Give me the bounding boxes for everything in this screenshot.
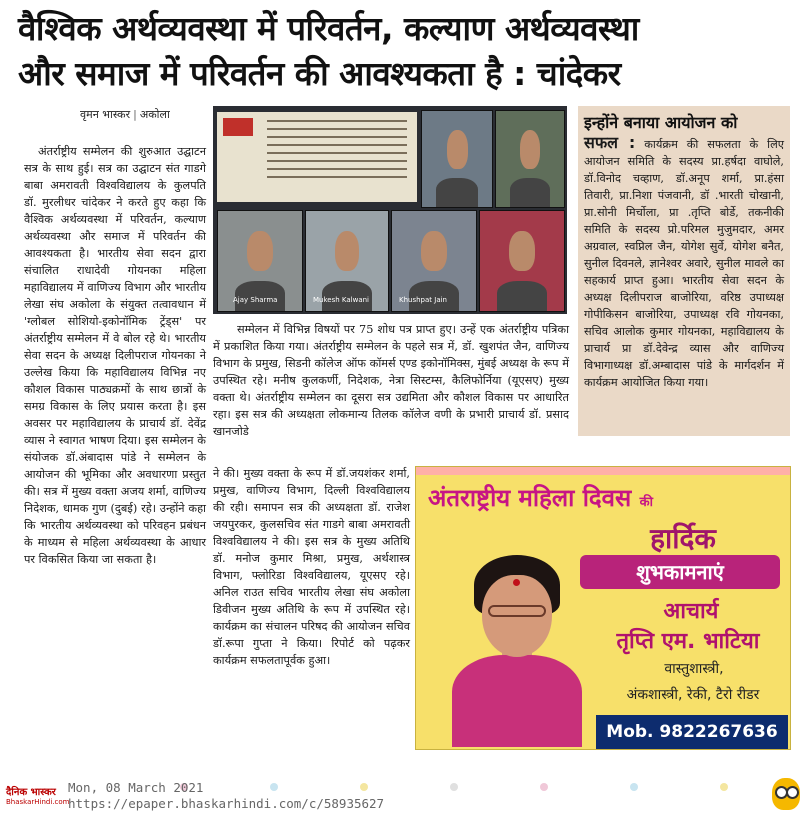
dateline-city: अकोला (139, 108, 170, 121)
sidebar-heading: इन्होंने बनाया आयोजन को (584, 113, 738, 132)
sidebar-text: कार्यक्रम की सफलता के लिए आयोजन समिति के सदस्य प्रा.हर्षदा वाघोले, डॉ.विनोद चव्हाण, डॉ.अनूप शर्मा, प्रा.हंसा तिवारी, प्रा.निशा पंजवानी, डॉ .भारती चोखानी, प्रा.सोनी मिर्चोला, प्रा .तृप्ति बोर्डे, तकनीकी समिति के सदस्य प्रो.परिमल मुजुमदार, अमर अग्रवाल, स्वप्निल जैन, योगेश सुर्वे, योगेश बनैत, सुनील दिवनले, ज्ञानेश्वर अवारे, सुनील मावले का सहकार्य प्राप्त हुआ। भारतीय सेवा सदन के अध्यक्ष दिलीपराज बाजोरिया, वरिष्ठ उपाध्यक्ष गोपीकिसन बाजोरिया, उपाध्यक्ष रवि गोयनका, सचिव आलोक कुमार गोयनका, महाविद्यालय के प्राचार्य प्रा डॉ.देवेन्द्र व्यास और वाणिज्य विभागाध्यक्ष डॉ.अम्बादास पांडे के मार्गदर्शन में कार्यक्रम आयोजित किया गया। (584, 138, 784, 389)
participant-tile (479, 210, 565, 312)
ad-hardik: हार्दिक (650, 522, 716, 555)
article-column-1 (24, 143, 206, 568)
ad-shubhkamnaye: शुभकामनाएं (580, 555, 780, 589)
headline-line-1: वैश्विक अर्थव्यवस्था में परिवर्तन, कल्याण अर्थव्यवस्था (18, 9, 639, 48)
organisers-sidebar (578, 106, 790, 436)
advertiser-portrait (452, 555, 582, 747)
participant-tile (495, 110, 565, 208)
edition-date: Mon, 08 March 2021 (68, 780, 204, 795)
article-column-2 (213, 321, 569, 440)
footer-meta (68, 780, 384, 812)
article-text-2: सम्मेलन में विभिन्न विषयों पर 75 शोध पत्र प्राप्त हुए। उन्हें एक अंतर्राष्ट्रीय पत्रिका में प्रकाशित किया गया। अंतर्राष्ट्रीय सम्मेलन के पहले सत्र में, डॉ. खुशपंत जैन, वाणिज्य विभाग के प्रमुख, सिडनी कॉलेज ऑफ कॉमर्स एण्ड इकोनॉमिक्स, मुंबई अध्यक्ष के रूप में उपस्थित रहे। मनीष कुलकर्णी, निदेशक, नेत्रा सिस्टम्स, कैलिफोर्निया (यूएसए) मुख्य वक्ता थे। अंतर्राष्ट्रीय सम्मेलन का दूसरा सत्र उद्यमिता और कौशल विकास पर आधारित रहा। इस सत्र की अध्यक्षता लोकमान्य तिलक कॉलेज वणी के प्रभारी प्राचार्य डॉ. प्रसाद खानजोडे (213, 323, 569, 438)
photo-caption-2: Mukesh Kalwani (313, 296, 369, 304)
article-text-1: अंतर्राष्ट्रीय सम्मेलन की शुरुआत उद्घाटन सत्र के साथ हुई। सत्र का उद्घाटन संत गाडगे बाबा अमरावती विश्वविद्यालय के कुलपति डॉ. मुरलीधर चांदेकर ने करते हुए कहा कि वैश्विक अर्थव्यवस्था में परिवर्तन, कल्याण अर्थव्यवस्था और समाज में परिवर्तन की आवश्यकता है। भारतीय सेवा सदन द्वारा संचालित राधादेवी गोयनका महिला महाविद्यालय में वाणिज्य विभाग और भारतीय लेखा संघ अकोला के संयुक्त तत्वावधान में 'ग्लोबल सोशियो-इकोनॉमिक ट्रेंड्स' पर अंतर्राष्ट्रीय सम्मेलन में वे बोल रहे थे। भारतीय सेवा सदन के अध्यक्ष दिलीपराज गोयनका ने उल्लेख किया कि महाविद्यालय विभिन्न नए कौशल विकास पाठ्यक्रमों के साथ छात्रों के समग्र विकास के लिए प्रयास करता है। इस अवसर पर महाविद्यालय के प्राचार्य डॉ. देवेंद्र व्यास ने स्वागत भाषण दिया। इस सम्मेलन के संयोजक डॉ.अंबादास पांडे ने सम्मेलन के आयोजन की भूमिका और अवधारणा प्रस्तुत की। सत्र में मुख्य वक्ता अजय शर्मा, वाणिज्य निदेशक, धामक गुण (दुबई) रहे। उन्होंने कहा कि भारतीय अर्थव्यवस्था को परिवहन प्रबंधन के माध्यम से महिला अर्थव्यवस्था के आधार पर विकसित किया जा सकता है। (24, 145, 206, 566)
sidebar-lead: सफल : (584, 133, 636, 152)
conference-photo (213, 106, 567, 314)
headline (18, 6, 793, 96)
ad-title-text: अंतराष्ट्रीय महिला दिवस (428, 484, 632, 512)
sidebar-text-block (584, 134, 784, 391)
womens-day-advertisement (415, 466, 791, 750)
photo-banner (217, 112, 417, 202)
reporter-name: वृमन भास्कर (80, 108, 131, 121)
footer (0, 772, 807, 815)
logo-text: दैनिक भास्कर (6, 787, 56, 798)
ad-name-title: आचार्य (663, 599, 719, 624)
headline-line-2: और समाज में परिवर्तन की आवश्यकता है : चांदेकर (18, 54, 621, 93)
logo-subtext: BhaskarHindi.com (6, 798, 70, 806)
ad-title (428, 481, 653, 514)
ad-mobile: Mob. 9822267636 (596, 715, 788, 749)
byline: वृमन भास्कर | अकोला (80, 108, 170, 121)
ad-name: तृप्ति एम. भाटिया (616, 629, 760, 654)
photo-caption-1: Ajay Sharma (233, 296, 278, 304)
ad-profession-1: वास्तुशास्त्री, (664, 661, 724, 677)
article-text-3: ने की। मुख्य वक्ता के रूप में डॉ.जयशंकर शर्मा, प्रमुख, वाणिज्य विभाग, दिल्ली विश्वविद्यालय की रही। समापन सत्र की अध्यक्षता डॉ. राजेश जयपुरकर, कुलसचिव संत गाडगे बाबा अमरावती विश्वविद्यालय ने की। इस सत्र के मुख्य अतिथि डॉ. मनोज कुमार मिश्रा, प्रमुख, अर्थशास्त्र विभाग, फ्लोरिडा विश्वविद्यालय, यूएसए रहे। अनिल राउत सचिव भारतीय लेखा संघ अकोला डिवीजन मुख्य अतिथि के रूप में उपस्थित रहे। कार्यक्रम का संचालन परिषद की आयोजन सचिव डॉ.रूपा गुप्ता ने किया। रिपोर्ट को पढ़कर कार्यक्रम सफलतापूर्वक हुआ। (213, 467, 410, 667)
ad-top-strip (416, 467, 790, 475)
ad-profession-2: अंकशास्त्री, रेकी, टैरो रीडर (626, 687, 760, 703)
article-column-3 (213, 465, 410, 669)
owl-icon (772, 778, 800, 810)
photo-caption-3: Khushpat Jain (399, 296, 447, 304)
bhaskar-logo[interactable] (6, 784, 69, 806)
participant-tile (421, 110, 493, 208)
epaper-link[interactable]: https://epaper.bhaskarhindi.com/c/58935627 (68, 796, 385, 811)
ad-title-suffix: की (639, 495, 653, 510)
